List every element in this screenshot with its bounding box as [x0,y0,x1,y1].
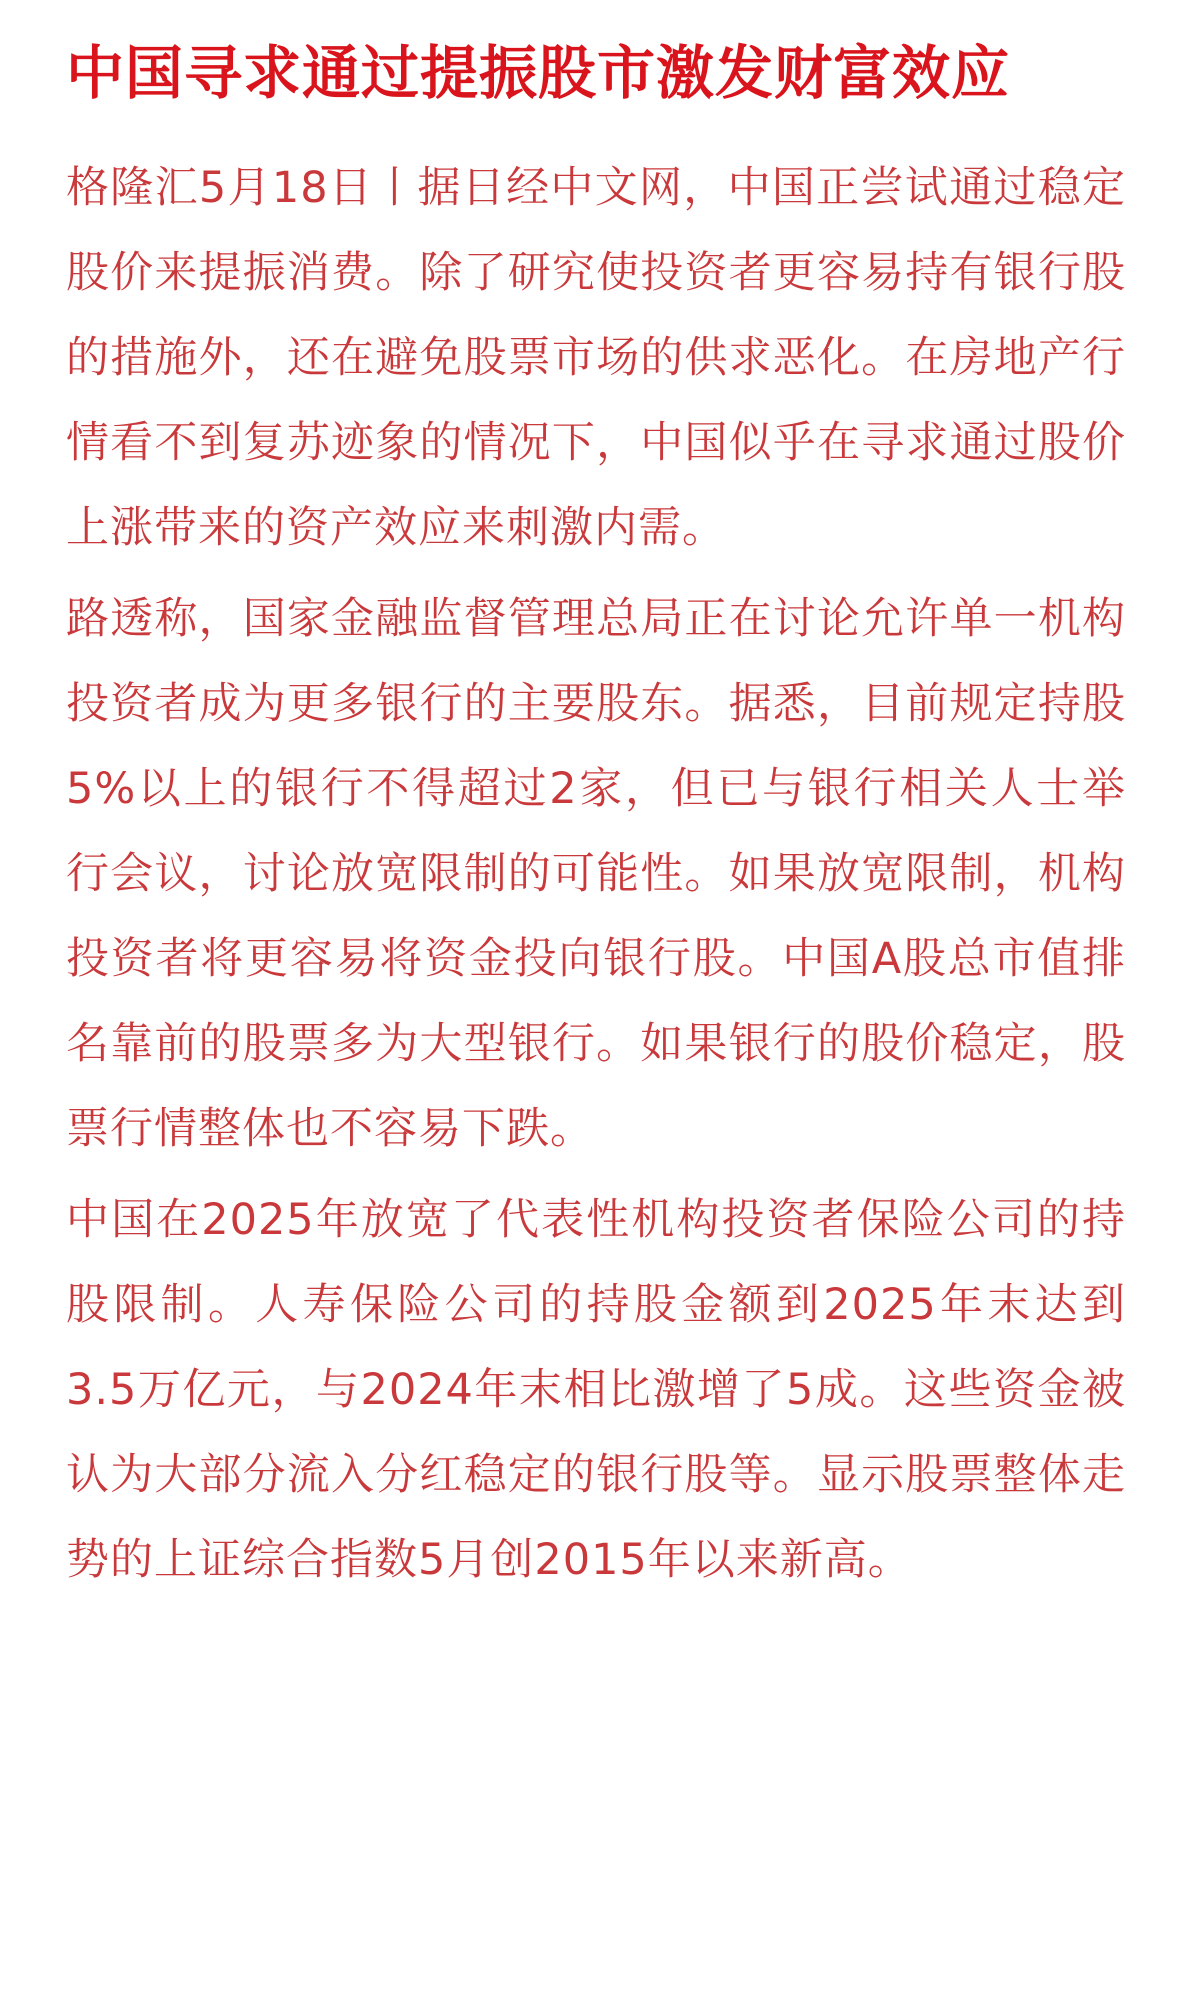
article-paragraph: 路透称，国家金融监督管理总局正在讨论允许单一机构投资者成为更多银行的主要股东。据悉，目前规定持股5%以上的银行不得超过2家，但已与银行相关人士举行会议，讨论放宽限制的可能性。如果放宽限制，机构投资者将更容易将资金投向银行股。中国A股总市值排名靠前的股票多为大型银行。如果银行的股价稳定，股票行情整体也不容易下跌。 [66,594,1126,1154]
article-body [66,146,1126,1603]
article-paragraph: 格隆汇5月18日丨据日经中文网，中国正尝试通过稳定股价来提振消费。除了研究使投资者更容易持有银行股的措施外，还在避免股票市场的供求恶化。在房地产行情看不到复苏迹象的情况下，中国似乎在寻求通过股价上涨带来的资产效应来刺激内需。 [66,163,1126,553]
article [66,30,1126,1609]
article-paragraph: 中国在2025年放宽了代表性机构投资者保险公司的持股限制。人寿保险公司的持股金额到2025年末达到3.5万亿元，与2024年末相比激增了5成。这些资金被认为大部分流入分红稳定的银行股等。显示股票整体走势的上证综合指数5月创2015年以来新高。 [66,1195,1126,1585]
article-title: 中国寻求通过提振股市激发财富效应 [66,39,1011,107]
